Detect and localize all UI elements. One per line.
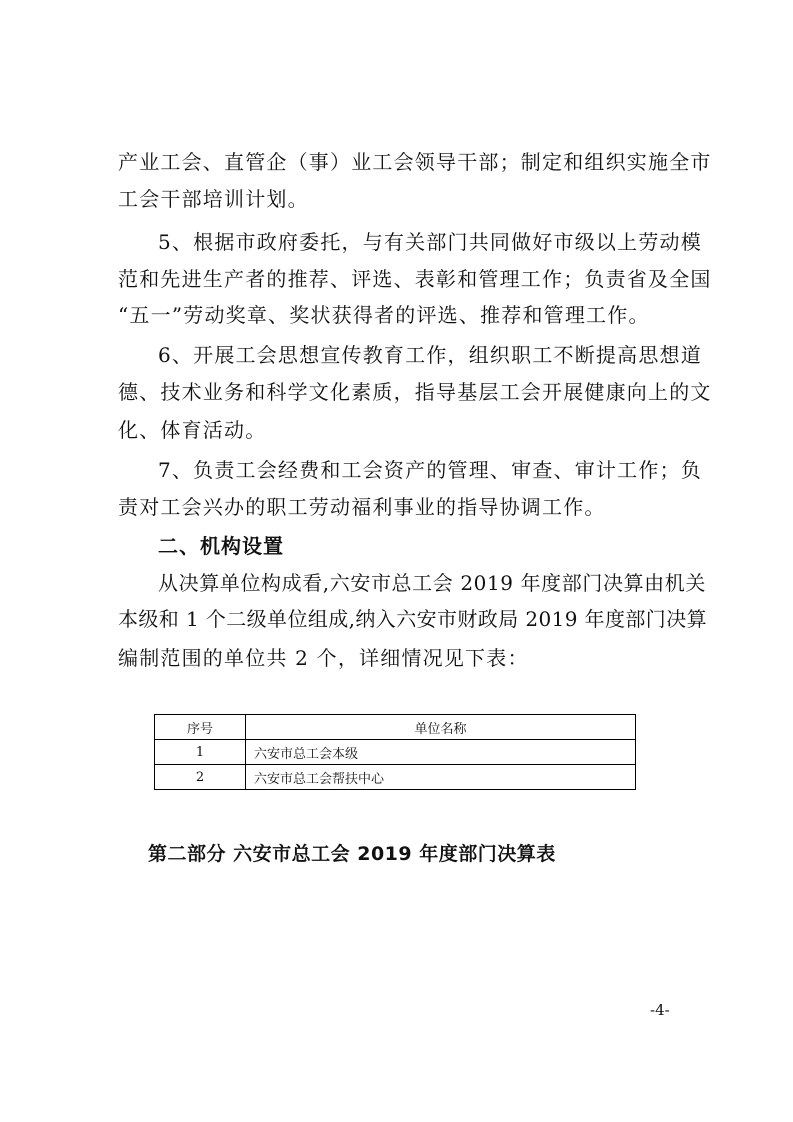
paragraph-7-line-2: 责对工会兴办的职工劳动福利事业的指导协调工作。 [118,495,606,519]
table-cell-seq: 1 [155,740,246,765]
table-cell-seq: 2 [155,765,246,790]
paragraph-6-line-2: 德、技术业务和科学文化素质，指导基层工会开展健康向上的文 [118,380,712,404]
column-header-seq: 序号 [155,715,246,740]
paragraph-5-line-2: 范和先进生产者的推荐、评选、表彰和管理工作；负责省及全国 [118,267,712,291]
paragraph-4-line-2: 工会干部培训计划。 [118,187,309,211]
units-table [154,714,636,790]
page-number: -4- [650,1001,670,1019]
paragraph-5-line-1: 5、根据市政府委托，与有关部门共同做好市级以上劳动模 [158,230,702,254]
paragraph-7-line-1: 7、负责工会经费和工会资产的管理、审查、审计工作；负 [158,458,702,482]
paragraph-4-line-1: 产业工会、直管企（事）业工会领导干部；制定和组织实施全市 [118,150,712,174]
section-text-line-3: 编制范围的单位共 2 个，详细情况见下表： [118,646,529,670]
table-header-row [155,715,636,740]
section-heading: 二、机构设置 [158,534,284,558]
column-header-name: 单位名称 [246,715,636,740]
paragraph-6-line-3: 化、体育活动。 [118,418,267,442]
table-row [155,740,636,765]
paragraph-6-line-1: 6、开展工会思想宣传教育工作，组织职工不断提高思想道 [158,343,702,367]
section-text-line-2: 本级和 1 个二级单位组成,纳入六安市财政局 2019 年度部门决算 [118,607,708,631]
paragraph-5-line-3: “五一”劳动奖章、奖状获得者的评选、推荐和管理工作。 [118,303,650,327]
table-row [155,765,636,790]
section-text-line-1: 从决算单位构成看,六安市总工会 2019 年度部门决算由机关 [158,571,706,595]
table-cell-name: 六安市总工会帮扶中心 [246,765,636,790]
table-cell-name: 六安市总工会本级 [246,740,636,765]
part-title: 第二部分 六安市总工会 2019 年度部门决算表 [148,843,556,865]
